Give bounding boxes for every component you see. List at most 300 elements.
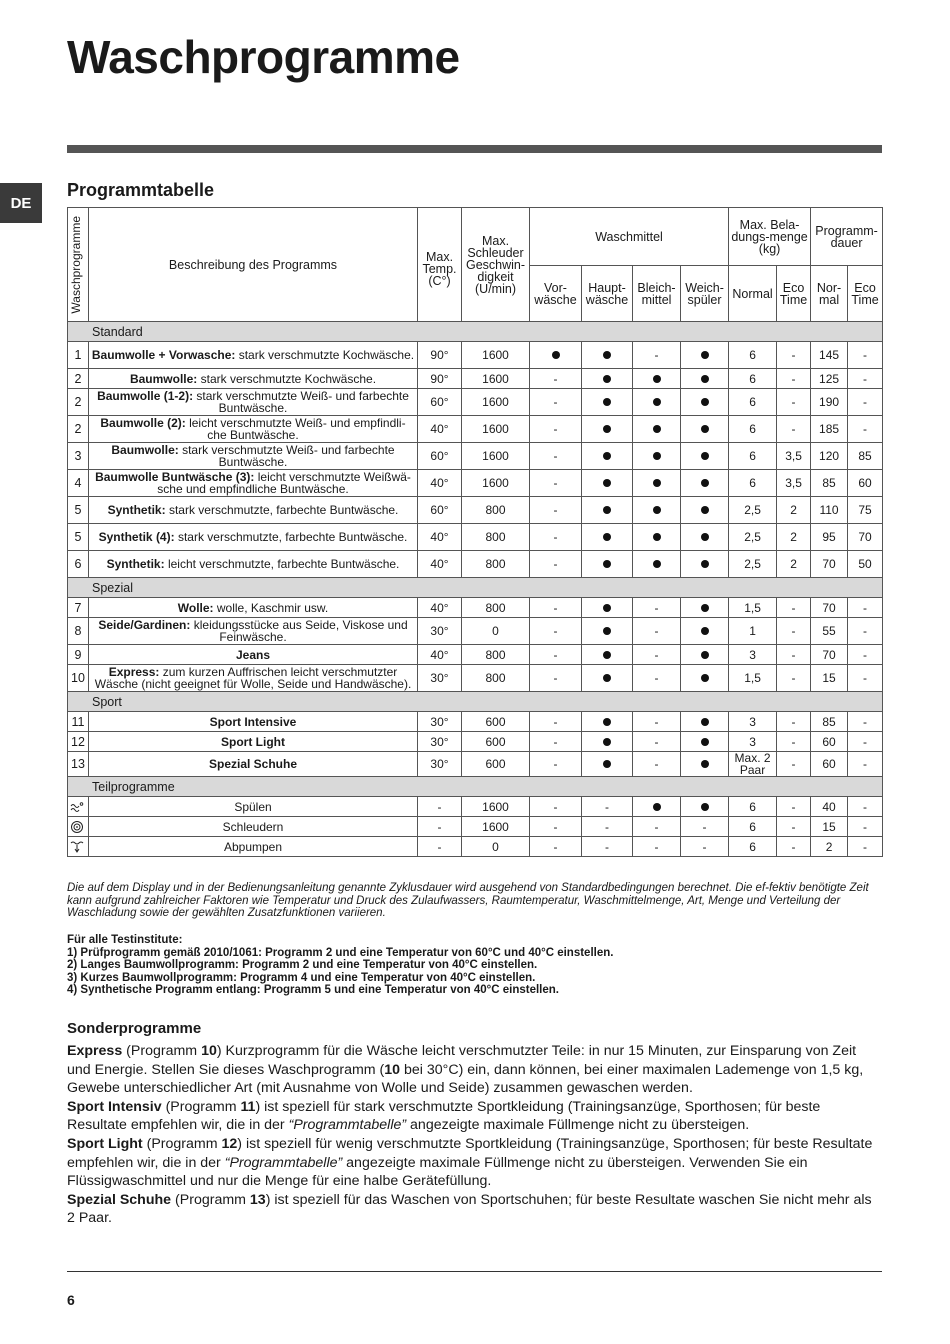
- section-label: Sport: [68, 692, 883, 712]
- program-description: [89, 524, 418, 551]
- duration-normal-cell: 70: [811, 645, 848, 665]
- program-number: 10: [68, 665, 89, 692]
- program-number: [68, 837, 89, 857]
- max-temp-cell: 40°: [418, 551, 462, 578]
- header-max-temp: [418, 208, 462, 322]
- program-number: 13: [68, 752, 89, 777]
- duration-normal-cell: 40: [811, 797, 848, 817]
- header-prewash: Vor-wäsche: [530, 266, 582, 322]
- max-spin-cell: 1600: [462, 797, 530, 817]
- soft-cell: [681, 551, 729, 578]
- program-number: 1: [68, 342, 89, 369]
- program-number: [68, 797, 89, 817]
- main-cell: [582, 524, 633, 551]
- test-institute-line: 2) Langes Baumwollprogramm: Programm 2 und eine Temperatur von 40°C einstellen.: [67, 959, 538, 971]
- duration-eco-cell: -: [848, 618, 883, 645]
- load-eco-cell: -: [777, 837, 811, 857]
- pre-cell: -: [530, 389, 582, 416]
- program-name: Jeans: [235, 647, 271, 662]
- special-paragraph-spezial-schuhe: Spezial Schuhe (Programm 13) ist speziell für das Waschen von Sportschuhen; für beste Resultate waschen Sie nicht mehr als 2 Paar.: [67, 1191, 872, 1227]
- duration-normal-cell: 145: [811, 342, 848, 369]
- program-number: 2: [68, 416, 89, 443]
- load-eco-cell: -: [777, 342, 811, 369]
- max-spin-cell: 1600: [462, 470, 530, 497]
- program-table: [67, 207, 883, 857]
- load-eco-cell: -: [777, 598, 811, 618]
- load-normal-cell: 6: [729, 817, 777, 837]
- load-normal-cell: 6: [729, 797, 777, 817]
- soft-cell: [681, 369, 729, 389]
- max-temp-cell: 30°: [418, 752, 462, 777]
- duration-eco-cell: -: [848, 342, 883, 369]
- bullet-icon: [701, 533, 709, 541]
- program-description: [89, 598, 418, 618]
- load-normal-cell: 6: [729, 389, 777, 416]
- soft-cell: -: [681, 837, 729, 857]
- table-row: [68, 817, 883, 837]
- max-spin-cell: 1600: [462, 443, 530, 470]
- duration-eco-cell: 70: [848, 524, 883, 551]
- section-title: Programmtabelle: [67, 180, 215, 200]
- pre-cell: -: [530, 732, 582, 752]
- section-label: Standard: [68, 322, 883, 342]
- program-detail: leicht verschmutzte Weiß- und empfindli-che Buntwäsche.: [185, 416, 406, 442]
- cycle-duration-note: Die auf dem Display und in der Bedienungsanleitung genannte Zyklusdauer wird ausgehend von Standardbedingungen berechnet. Die ef-fektiv benötigte Zeit kann aufgrund zahlreicher Faktoren wie Temperatur und Druck des Zulaufwassers, Raumtemperatur, Waschmittelmenge, Art, Menge und Verteilung der Waschladung sowie der gewählten Zusatzfunktionen variieren.: [67, 882, 869, 919]
- main-cell: -: [582, 817, 633, 837]
- program-description: [89, 443, 418, 470]
- program-name: Baumwolle (2):: [100, 416, 186, 430]
- program-number: 5: [68, 524, 89, 551]
- main-cell: [582, 752, 633, 777]
- program-name: Baumwolle (1-2):: [97, 389, 194, 403]
- soft-cell: [681, 598, 729, 618]
- bleach-cell: [633, 389, 681, 416]
- program-detail: Abpumpen: [223, 839, 283, 854]
- duration-eco-cell: 50: [848, 551, 883, 578]
- pre-cell: -: [530, 665, 582, 692]
- section-label: Spezial: [68, 578, 883, 598]
- table-row: [68, 598, 883, 618]
- table-row: [68, 443, 883, 470]
- program-number: 7: [68, 598, 89, 618]
- soft-cell: -: [681, 817, 729, 837]
- main-cell: [582, 551, 633, 578]
- program-number: 11: [68, 712, 89, 732]
- duration-normal-cell: 120: [811, 443, 848, 470]
- bullet-icon: [603, 560, 611, 568]
- max-temp-cell: 30°: [418, 712, 462, 732]
- max-temp-cell: 30°: [418, 665, 462, 692]
- bleach-cell: -: [633, 645, 681, 665]
- table-row: [68, 712, 883, 732]
- program-name: Synthetik:: [106, 557, 165, 571]
- bleach-cell: [633, 497, 681, 524]
- table-row: [68, 618, 883, 645]
- special-paragraph-express: Express (Programm 10) Kurzprogramm für die Wäsche leicht verschmutzter Teile: in nur 15 Minuten, zur Einsparung von Zeit und Energie. Stellen Sie dieses Waschprogramm (10 bei 30°C) ein, dann können, bei einer maximalen Lademenge von 1,5 kg, Gewebe unterschiedlicher Art (mit Ausnahme von Wolle und Seide) zusammen gewaschen werden.: [67, 1043, 864, 1097]
- main-cell: [582, 470, 633, 497]
- soft-cell: [681, 712, 729, 732]
- program-name: Wolle:: [177, 600, 214, 615]
- program-table-body: [68, 322, 883, 857]
- bullet-icon: [653, 479, 661, 487]
- duration-eco-cell: -: [848, 817, 883, 837]
- header-programs: [68, 208, 89, 322]
- pre-cell: -: [530, 416, 582, 443]
- pre-cell: -: [530, 369, 582, 389]
- load-eco-cell: -: [777, 665, 811, 692]
- pre-cell: -: [530, 837, 582, 857]
- program-name: Express:: [108, 665, 160, 679]
- program-description: [89, 618, 418, 645]
- bullet-icon: [701, 760, 709, 768]
- program-description: [89, 342, 418, 369]
- special-paragraph-sport-light: Sport Light (Programm 12) ist speziell für wenig verschmutzte Sportkleidung (Trainingsanzüge, Sporthosen; für beste Resultate empfehlen wir, die in der “Programmtabelle” angezeigte maximale Füllmenge nicht zu übersteigen. Verwenden Sie ein Flüssigwaschmittel und nur die Menge für eine halbe Gerätefüllung.: [67, 1135, 873, 1190]
- max-temp-cell: 60°: [418, 389, 462, 416]
- table-row: [68, 732, 883, 752]
- soft-cell: [681, 416, 729, 443]
- bullet-icon: [603, 674, 611, 682]
- header-duration-eco: Eco Time: [848, 266, 883, 322]
- program-detail: zum kurzen Auffrischen leicht verschmutzter Wäsche (nicht geeignet für Wolle, Seide und Handwäsche).: [94, 665, 412, 691]
- max-temp-cell: 90°: [418, 342, 462, 369]
- special-paragraph-sport-intensiv: Sport Intensiv (Programm 11) ist speziell für stark verschmutzte Sportkleidung (Trainingsanzüge, Sporthosen; für beste Resultate empfehlen wir, die in der “Programmtabelle” angezeigte maximale Füllmenge nicht zu übersteigen.: [67, 1098, 821, 1134]
- bullet-icon: [653, 506, 661, 514]
- duration-normal-cell: 125: [811, 369, 848, 389]
- bullet-icon: [653, 375, 661, 383]
- program-description: [89, 416, 418, 443]
- program-detail: stark verschmutzte, farbechte Buntwäsche.: [174, 530, 408, 544]
- max-spin-cell: 800: [462, 551, 530, 578]
- bleach-cell: -: [633, 817, 681, 837]
- load-eco-cell: 2: [777, 551, 811, 578]
- program-description: [89, 470, 418, 497]
- bleach-cell: [633, 369, 681, 389]
- main-cell: -: [582, 837, 633, 857]
- max-spin-cell: 600: [462, 712, 530, 732]
- soft-cell: [681, 665, 729, 692]
- program-name: Seide/Gardinen:: [98, 618, 191, 632]
- pre-cell: -: [530, 797, 582, 817]
- soft-cell: [681, 524, 729, 551]
- bleach-cell: -: [633, 732, 681, 752]
- bullet-icon: [701, 674, 709, 682]
- table-row: [68, 524, 883, 551]
- duration-normal-cell: 60: [811, 752, 848, 777]
- bullet-icon: [603, 506, 611, 514]
- program-name: Sport Intensive: [209, 714, 297, 729]
- max-spin-cell: 800: [462, 497, 530, 524]
- load-eco-cell: -: [777, 618, 811, 645]
- spin-icon: [70, 820, 84, 834]
- header-mainwash: Haupt-wäsche: [582, 266, 633, 322]
- program-description: [89, 712, 418, 732]
- program-number: 12: [68, 732, 89, 752]
- max-temp-cell: 40°: [418, 645, 462, 665]
- program-name: Baumwolle:: [111, 443, 179, 457]
- load-eco-cell: -: [777, 645, 811, 665]
- duration-normal-cell: 55: [811, 618, 848, 645]
- pre-cell: -: [530, 752, 582, 777]
- program-description: [89, 665, 418, 692]
- main-cell: [582, 342, 633, 369]
- main-cell: [582, 712, 633, 732]
- table-section-header: [68, 578, 883, 598]
- bleach-cell: -: [633, 342, 681, 369]
- table-row: [68, 665, 883, 692]
- load-eco-cell: 2: [777, 524, 811, 551]
- table-row: [68, 752, 883, 777]
- max-temp-cell: -: [418, 797, 462, 817]
- duration-eco-cell: -: [848, 837, 883, 857]
- pre-cell: -: [530, 551, 582, 578]
- header-duration-normal: Nor-mal: [811, 266, 848, 322]
- bullet-icon: [701, 718, 709, 726]
- duration-normal-cell: 85: [811, 470, 848, 497]
- header-bleach: Bleich-mittel: [633, 266, 681, 322]
- bullet-icon: [603, 738, 611, 746]
- main-cell: [582, 416, 633, 443]
- table-row: [68, 389, 883, 416]
- duration-normal-cell: 95: [811, 524, 848, 551]
- max-spin-cell: 1600: [462, 389, 530, 416]
- test-institutes: [67, 934, 882, 997]
- load-eco-cell: -: [777, 817, 811, 837]
- bullet-icon: [701, 651, 709, 659]
- table-row: [68, 470, 883, 497]
- bullet-icon: [603, 718, 611, 726]
- pre-cell: -: [530, 443, 582, 470]
- bullet-icon: [603, 452, 611, 460]
- load-eco-cell: -: [777, 369, 811, 389]
- program-number: 6: [68, 551, 89, 578]
- bullet-icon: [653, 452, 661, 460]
- test-institutes-heading: Für alle Testinstitute:: [67, 934, 183, 946]
- footer-rule: [67, 1271, 882, 1272]
- duration-normal-cell: 70: [811, 551, 848, 578]
- duration-normal-cell: 2: [811, 837, 848, 857]
- table-row: [68, 369, 883, 389]
- program-detail: Spülen: [234, 799, 272, 814]
- bullet-icon: [701, 425, 709, 433]
- max-temp-cell: 40°: [418, 598, 462, 618]
- table-row: [68, 837, 883, 857]
- max-spin-cell: 0: [462, 837, 530, 857]
- program-detail: leicht verschmutzte, farbechte Buntwäsche.: [164, 557, 400, 571]
- load-normal-cell: 2,5: [729, 497, 777, 524]
- main-cell: [582, 389, 633, 416]
- pre-cell: -: [530, 817, 582, 837]
- program-detail: stark verschmutzte, farbechte Buntwäsche.: [165, 503, 399, 517]
- program-number: 4: [68, 470, 89, 497]
- max-temp-cell: 40°: [418, 416, 462, 443]
- max-temp-cell: 30°: [418, 618, 462, 645]
- test-institute-line: 1) Prüfprogramm gemäß 2010/1061: Programm 2 und eine Temperatur von 60°C und 40°C einstellen.: [67, 946, 614, 959]
- bullet-icon: [701, 560, 709, 568]
- load-eco-cell: -: [777, 797, 811, 817]
- soft-cell: [681, 389, 729, 416]
- bullet-icon: [701, 627, 709, 635]
- duration-eco-cell: -: [848, 712, 883, 732]
- pre-cell: -: [530, 618, 582, 645]
- main-cell: [582, 665, 633, 692]
- program-name: Baumwolle Buntwäsche (3):: [95, 470, 255, 484]
- duration-normal-cell: 15: [811, 665, 848, 692]
- drain-icon: [70, 840, 84, 854]
- program-description: [89, 389, 418, 416]
- table-section-header: [68, 322, 883, 342]
- header-max-load: Max. Bela-dungs-menge (kg): [729, 208, 811, 266]
- load-normal-cell: 3: [729, 645, 777, 665]
- program-detail: stark verschmutzte Kochwäsche.: [197, 371, 377, 386]
- load-eco-cell: -: [777, 389, 811, 416]
- soft-cell: [681, 645, 729, 665]
- program-number: 2: [68, 369, 89, 389]
- program-number: 8: [68, 618, 89, 645]
- pre-cell: -: [530, 645, 582, 665]
- duration-normal-cell: 190: [811, 389, 848, 416]
- bleach-cell: [633, 470, 681, 497]
- page-title: Waschprogramme: [67, 31, 460, 83]
- bleach-cell: [633, 524, 681, 551]
- load-eco-cell: 3,5: [777, 470, 811, 497]
- duration-normal-cell: 85: [811, 712, 848, 732]
- max-spin-cell: 600: [462, 732, 530, 752]
- header-duration: Programm-dauer: [811, 208, 883, 266]
- duration-eco-cell: -: [848, 732, 883, 752]
- program-detail: stark verschmutzte Kochwäsche.: [235, 348, 415, 362]
- program-description: [89, 732, 418, 752]
- program-name: Baumwolle:: [129, 371, 198, 386]
- program-detail: wolle, Kaschmir usw.: [213, 600, 329, 615]
- load-normal-cell: 6: [729, 342, 777, 369]
- load-normal-cell: 3: [729, 732, 777, 752]
- max-spin-cell: 600: [462, 752, 530, 777]
- header-detergent: Waschmittel: [530, 208, 729, 266]
- program-name: Baumwolle + Vorwasche:: [91, 348, 236, 362]
- bleach-cell: [633, 443, 681, 470]
- program-number: 3: [68, 443, 89, 470]
- test-institute-line: 4) Synthetische Programm entlang: Programm 5 und eine Temperatur von 40°C einstellen.: [67, 984, 559, 996]
- soft-cell: [681, 497, 729, 524]
- duration-normal-cell: 110: [811, 497, 848, 524]
- pre-cell: -: [530, 497, 582, 524]
- header-max-spin-label: Max. Schleuder Geschwin-digkeit (U/min): [465, 233, 526, 296]
- bullet-icon: [701, 604, 709, 612]
- main-cell: [582, 497, 633, 524]
- program-detail: leicht verschmutzte Weißwä-sche und empfindliche Buntwäsche.: [157, 470, 411, 496]
- special-programs-text: [67, 1042, 882, 1228]
- max-spin-cell: 1600: [462, 817, 530, 837]
- program-detail: kleidungsstücke aus Seide, Viskose und Feinwäsche.: [190, 618, 408, 644]
- duration-eco-cell: -: [848, 389, 883, 416]
- table-row: [68, 416, 883, 443]
- bullet-icon: [701, 375, 709, 383]
- program-description: [89, 837, 418, 857]
- load-normal-cell: 6: [729, 470, 777, 497]
- table-row: [68, 551, 883, 578]
- main-cell: -: [582, 797, 633, 817]
- title-rule: [67, 145, 882, 153]
- bleach-cell: -: [633, 618, 681, 645]
- max-spin-cell: 1600: [462, 369, 530, 389]
- program-detail: stark verschmutzte Weiß- und farbechte Buntwäsche.: [193, 389, 409, 415]
- pre-cell: -: [530, 470, 582, 497]
- bullet-icon: [603, 351, 611, 359]
- load-normal-cell: 1,5: [729, 598, 777, 618]
- max-temp-cell: 40°: [418, 470, 462, 497]
- header-softener: Weich-spüler: [681, 266, 729, 322]
- soft-cell: [681, 752, 729, 777]
- pre-cell: -: [530, 712, 582, 732]
- bleach-cell: [633, 551, 681, 578]
- max-temp-cell: 30°: [418, 732, 462, 752]
- program-name: Synthetik:: [107, 503, 166, 517]
- program-description: [89, 551, 418, 578]
- soft-cell: [681, 797, 729, 817]
- bullet-icon: [552, 351, 560, 359]
- load-normal-cell: 6: [729, 443, 777, 470]
- pre-cell: -: [530, 524, 582, 551]
- main-cell: [582, 598, 633, 618]
- load-normal-cell: 6: [729, 837, 777, 857]
- table-row: [68, 497, 883, 524]
- max-spin-cell: 800: [462, 645, 530, 665]
- max-spin-cell: 800: [462, 665, 530, 692]
- table-section-header: [68, 692, 883, 712]
- duration-normal-cell: 70: [811, 598, 848, 618]
- load-eco-cell: 3,5: [777, 443, 811, 470]
- table-row: [68, 797, 883, 817]
- max-spin-cell: 1600: [462, 416, 530, 443]
- program-number: 5: [68, 497, 89, 524]
- bullet-icon: [701, 506, 709, 514]
- bleach-cell: -: [633, 598, 681, 618]
- soft-cell: [681, 342, 729, 369]
- duration-eco-cell: -: [848, 645, 883, 665]
- bullet-icon: [603, 425, 611, 433]
- load-normal-cell: 1,5: [729, 665, 777, 692]
- bleach-cell: -: [633, 837, 681, 857]
- program-number: 9: [68, 645, 89, 665]
- page-number: 6: [67, 1292, 75, 1308]
- rinse-icon: [70, 800, 84, 814]
- duration-eco-cell: -: [848, 797, 883, 817]
- duration-eco-cell: 60: [848, 470, 883, 497]
- bullet-icon: [603, 398, 611, 406]
- table-row: [68, 645, 883, 665]
- bullet-icon: [603, 760, 611, 768]
- load-normal-cell: 6: [729, 369, 777, 389]
- program-detail: Schleudern: [222, 819, 284, 834]
- program-description: [89, 645, 418, 665]
- duration-normal-cell: 60: [811, 732, 848, 752]
- load-normal-cell: 2,5: [729, 524, 777, 551]
- load-normal-cell: 6: [729, 416, 777, 443]
- max-temp-cell: 60°: [418, 497, 462, 524]
- header-max-temp-label: Max. Temp. (C°): [422, 249, 457, 288]
- bullet-icon: [701, 398, 709, 406]
- soft-cell: [681, 470, 729, 497]
- bullet-icon: [603, 627, 611, 635]
- bullet-icon: [701, 803, 709, 811]
- bullet-icon: [603, 479, 611, 487]
- load-eco-cell: -: [777, 416, 811, 443]
- program-name: Sport Light: [221, 734, 285, 749]
- bleach-cell: -: [633, 752, 681, 777]
- table-section-header: [68, 777, 883, 797]
- bullet-icon: [701, 479, 709, 487]
- pre-cell: -: [530, 598, 582, 618]
